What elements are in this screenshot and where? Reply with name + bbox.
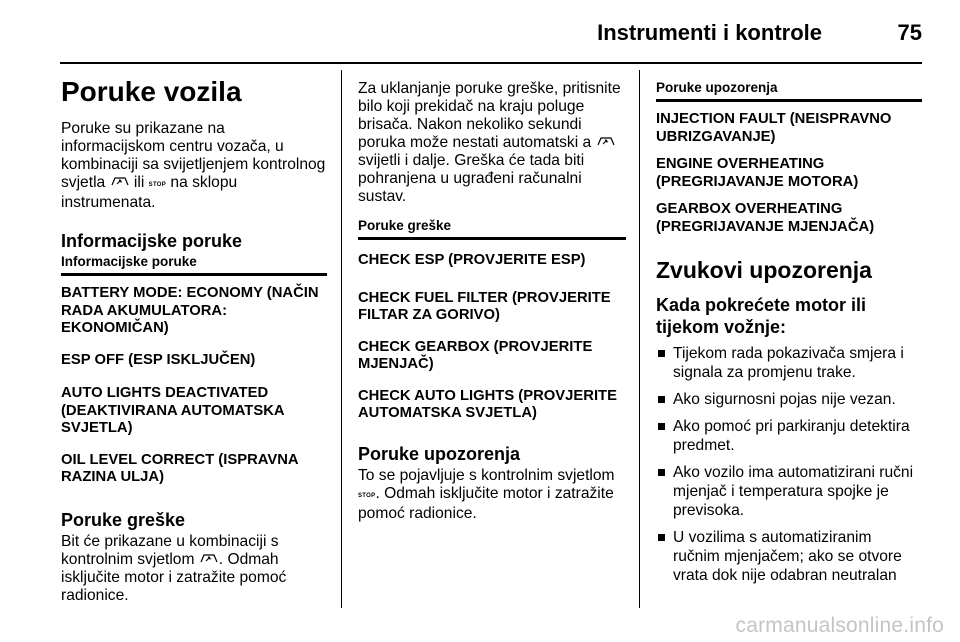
sound-heading: Zvukovi upozorenja: [656, 257, 872, 283]
error-message: CHECK ESP (PROVJERITE ESP): [358, 252, 586, 269]
error-message: CHECK GEARBOX (PROVJERITE MJENJAČ): [358, 338, 593, 373]
bullet-icon: [658, 534, 665, 541]
error-text-end: . Odmah isključite motor i zatražite pomoć radionice.: [61, 550, 287, 604]
intro-text-end: na sklopu instrumenata.: [61, 174, 238, 212]
list-item: [656, 344, 922, 382]
error-text: Bit će prikazane u kombinaciji s kontrolnim svjetlom: [61, 532, 279, 568]
error-subheading: Poruke greške: [358, 218, 626, 240]
clear-error-text-end: svijetli i dalje. Greška će tada biti pohranjena u ugrađeni računalni sustav.: [358, 152, 585, 206]
error-paragraph: [61, 533, 327, 605]
list-item-text: Ako sigurnosni pojas nije vezan.: [673, 391, 896, 408]
stop-icon: STOP: [148, 182, 167, 189]
warning-message: ENGINE OVERHEATING (PREGRIJAVANJE MOTORA): [656, 156, 859, 190]
bullet-icon: [658, 350, 665, 357]
error-message: CHECK AUTO LIGHTS (PROVJERITE AUTOMATSKA SVJETLA): [358, 387, 617, 422]
wrench-car-icon: [199, 551, 219, 569]
section-heading: Poruke vozila: [61, 76, 242, 107]
clear-error-text: Za uklanjanje poruke greške, pritisnite bilo koji prekidač na kraju poluge brisača. Nakon nekoliko sekundi poruka može nestati automatski a: [358, 80, 621, 152]
info-message: AUTO LIGHTS DEACTIVATED (DEAKTIVIRANA AUTOMATSKA SVJETLA): [61, 385, 285, 437]
list-item-text: Ako pomoć pri parkiranju detektira predmet.: [673, 418, 910, 454]
header-title: Instrumenti i kontrole: [597, 20, 822, 45]
error-message: CHECK FUEL FILTER (PROVJERITE FILTAR ZA GORIVO): [358, 289, 611, 324]
list-item-text: U vozilima s automatiziranim ručnim mjenjačem; ako se otvore vrata dok nije odabran neutralan: [673, 529, 902, 584]
warning-text: To se pojavljuje s kontrolnim svjetlom: [358, 466, 615, 484]
list-item: [656, 528, 922, 585]
wrench-car-icon: [110, 174, 130, 192]
list-item-text: Tijekom rada pokazivača smjera i signala za promjenu trake.: [673, 345, 904, 381]
info-subheading: Informacijske poruke: [61, 254, 327, 276]
warning-message: GEARBOX OVERHEATING (PREGRIJAVANJE MJENJAČA): [656, 201, 875, 235]
sound-subheading: Kada pokrećete motor ili tijekom vožnje:: [656, 295, 867, 337]
warning-paragraph: [358, 467, 626, 523]
list-item-text: Ako vozilo ima automatizirani ručni mjenjač i temperatura spojke je previsoka.: [673, 464, 914, 519]
column-1: [61, 76, 327, 605]
header-rule: [60, 62, 922, 64]
warning-heading: Poruke upozorenja: [358, 443, 521, 464]
info-message: BATTERY MODE: ECONOMY (NAČIN RADA AKUMULATORA: EKONOMIČAN): [61, 285, 319, 337]
warning-subheading: Poruke upozorenja: [656, 80, 922, 102]
column-divider: [639, 70, 640, 608]
intro-text: Poruke su prikazane na informacijskom centru vozača, u kombinaciji sa svijetljenjem kontrolnog svjetla: [61, 120, 326, 192]
list-item: [656, 463, 922, 520]
page-number: 75: [897, 20, 922, 45]
bullet-icon: [658, 423, 665, 430]
wrench-car-icon: [596, 134, 616, 152]
intro-paragraph: [61, 120, 327, 212]
warning-text-end: . Odmah isključite motor i zatražite pomoć radionice.: [358, 484, 614, 522]
bullet-icon: [658, 469, 665, 476]
info-message: OIL LEVEL CORRECT (ISPRAVNA RAZINA ULJA): [61, 451, 299, 486]
intro-text-or: ili: [133, 174, 145, 192]
list-item: [656, 417, 922, 455]
info-heading: Informacijske poruke: [61, 231, 243, 252]
error-heading: Poruke greške: [61, 509, 186, 530]
watermark: carmanualsonline.info: [735, 614, 944, 637]
bullet-icon: [658, 396, 665, 403]
stop-icon: STOP: [358, 492, 376, 499]
sound-list: [656, 344, 922, 585]
column-divider: [341, 70, 342, 608]
column-2: [358, 80, 626, 523]
info-message: ESP OFF (ESP ISKLJUČEN): [61, 351, 256, 368]
warning-message: INJECTION FAULT (NEISPRAVNO UBRIZGAVANJE): [656, 111, 892, 145]
list-item: [656, 390, 922, 409]
column-3: [656, 80, 922, 593]
clear-error-paragraph: [358, 80, 626, 206]
